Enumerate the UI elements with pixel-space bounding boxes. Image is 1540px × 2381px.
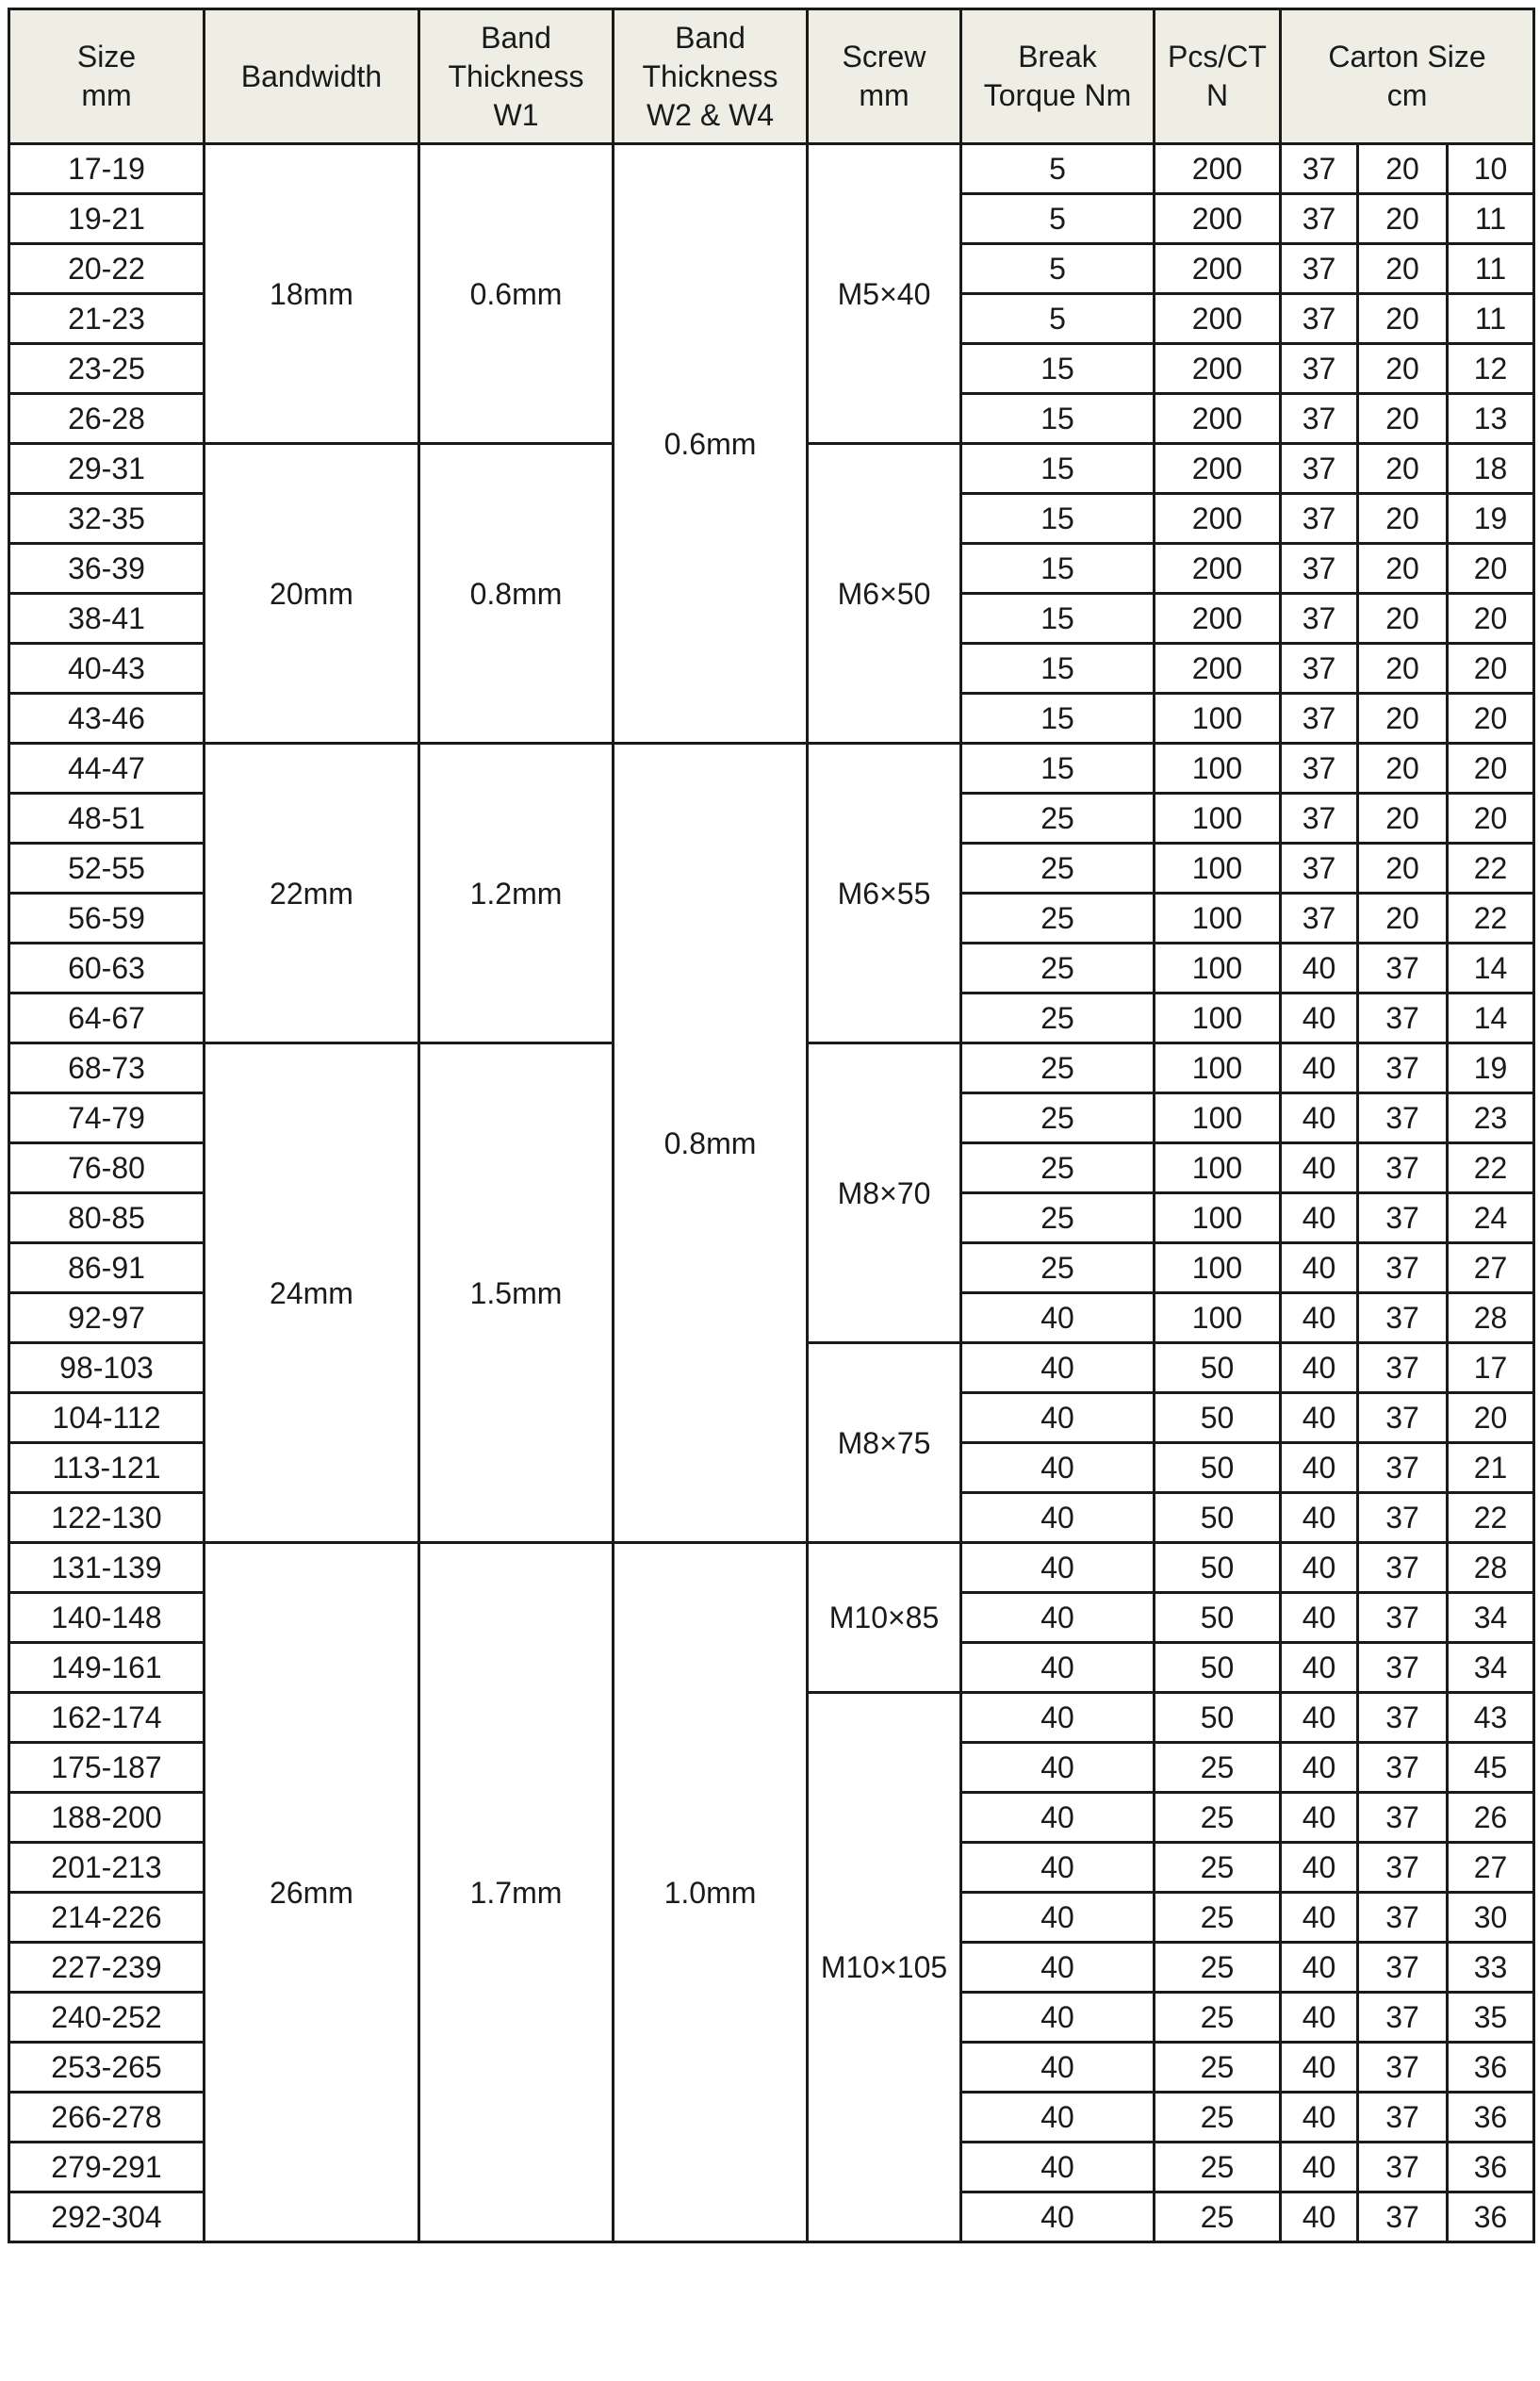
carton-height-cell: 11 — [1448, 194, 1534, 244]
carton-height-cell: 28 — [1448, 1293, 1534, 1343]
pcs-per-carton-cell: 50 — [1155, 1343, 1281, 1393]
break-torque-cell: 40 — [961, 1493, 1155, 1543]
header-break-torque: Break Torque Nm — [961, 9, 1155, 144]
carton-height-cell: 20 — [1448, 544, 1534, 594]
size-cell: 40-43 — [9, 644, 205, 694]
size-cell: 74-79 — [9, 1093, 205, 1143]
size-cell: 175-187 — [9, 1743, 205, 1793]
table-body — [9, 144, 1534, 2242]
pcs-per-carton-cell: 100 — [1155, 894, 1281, 944]
break-torque-cell: 25 — [961, 944, 1155, 993]
size-cell: 26-28 — [9, 394, 205, 444]
pcs-per-carton-cell: 25 — [1155, 1743, 1281, 1793]
carton-width-cell: 20 — [1358, 744, 1448, 794]
size-cell: 19-21 — [9, 194, 205, 244]
size-cell: 23-25 — [9, 344, 205, 394]
carton-width-cell: 37 — [1358, 1843, 1448, 1893]
carton-width-cell: 37 — [1358, 1043, 1448, 1093]
break-torque-cell: 40 — [961, 1643, 1155, 1693]
pcs-per-carton-cell: 100 — [1155, 694, 1281, 744]
bandwidth-cell: 20mm — [205, 444, 419, 744]
pcs-per-carton-cell: 25 — [1155, 1893, 1281, 1943]
carton-length-cell: 37 — [1281, 144, 1358, 194]
table-row — [9, 744, 1534, 794]
pcs-per-carton-cell: 50 — [1155, 1593, 1281, 1643]
pcs-per-carton-cell: 50 — [1155, 1693, 1281, 1743]
carton-height-cell: 20 — [1448, 644, 1534, 694]
break-torque-cell: 15 — [961, 344, 1155, 394]
carton-length-cell: 40 — [1281, 1393, 1358, 1443]
carton-length-cell: 37 — [1281, 344, 1358, 394]
pcs-per-carton-cell: 200 — [1155, 594, 1281, 644]
carton-length-cell: 37 — [1281, 294, 1358, 344]
carton-length-cell: 40 — [1281, 2143, 1358, 2192]
carton-height-cell: 14 — [1448, 993, 1534, 1043]
pcs-per-carton-cell: 100 — [1155, 944, 1281, 993]
carton-width-cell: 37 — [1358, 1093, 1448, 1143]
carton-length-cell: 40 — [1281, 1443, 1358, 1493]
break-torque-cell: 40 — [961, 1993, 1155, 2043]
pcs-per-carton-cell: 25 — [1155, 1993, 1281, 2043]
band-thickness-w1-cell: 1.7mm — [419, 1543, 614, 2242]
carton-height-cell: 26 — [1448, 1793, 1534, 1843]
carton-height-cell: 19 — [1448, 494, 1534, 544]
break-torque-cell: 25 — [961, 993, 1155, 1043]
bandwidth-cell: 18mm — [205, 144, 419, 444]
carton-width-cell: 37 — [1358, 2043, 1448, 2093]
carton-height-cell: 17 — [1448, 1343, 1534, 1393]
carton-height-cell: 23 — [1448, 1093, 1534, 1143]
carton-width-cell: 37 — [1358, 944, 1448, 993]
size-cell: 201-213 — [9, 1843, 205, 1893]
carton-height-cell: 36 — [1448, 2192, 1534, 2242]
carton-height-cell: 45 — [1448, 1743, 1534, 1793]
carton-length-cell: 40 — [1281, 1693, 1358, 1743]
break-torque-cell: 25 — [961, 844, 1155, 894]
carton-length-cell: 40 — [1281, 2043, 1358, 2093]
pcs-per-carton-cell: 25 — [1155, 1793, 1281, 1843]
carton-length-cell: 40 — [1281, 1843, 1358, 1893]
pcs-per-carton-cell: 100 — [1155, 744, 1281, 794]
break-torque-cell: 40 — [961, 1593, 1155, 1643]
carton-height-cell: 19 — [1448, 1043, 1534, 1093]
carton-width-cell: 20 — [1358, 594, 1448, 644]
carton-length-cell: 37 — [1281, 744, 1358, 794]
carton-length-cell: 40 — [1281, 1543, 1358, 1593]
carton-height-cell: 11 — [1448, 294, 1534, 344]
hose-clamp-spec-table — [8, 8, 1535, 2243]
screw-cell: M6×50 — [808, 444, 961, 744]
carton-height-cell: 22 — [1448, 844, 1534, 894]
bandwidth-cell: 22mm — [205, 744, 419, 1043]
carton-width-cell: 37 — [1358, 1193, 1448, 1243]
carton-width-cell: 37 — [1358, 1143, 1448, 1193]
pcs-per-carton-cell: 100 — [1155, 1143, 1281, 1193]
carton-width-cell: 20 — [1358, 894, 1448, 944]
carton-length-cell: 40 — [1281, 1943, 1358, 1993]
carton-height-cell: 33 — [1448, 1943, 1534, 1993]
carton-height-cell: 20 — [1448, 594, 1534, 644]
break-torque-cell: 40 — [961, 1793, 1155, 1843]
pcs-per-carton-cell: 50 — [1155, 1443, 1281, 1493]
carton-height-cell: 22 — [1448, 1493, 1534, 1543]
band-thickness-w1-cell: 0.8mm — [419, 444, 614, 744]
carton-height-cell: 13 — [1448, 394, 1534, 444]
break-torque-cell: 25 — [961, 1043, 1155, 1093]
size-cell: 104-112 — [9, 1393, 205, 1443]
break-torque-cell: 5 — [961, 294, 1155, 344]
pcs-per-carton-cell: 50 — [1155, 1543, 1281, 1593]
carton-width-cell: 37 — [1358, 1893, 1448, 1943]
size-cell: 240-252 — [9, 1993, 205, 2043]
carton-width-cell: 37 — [1358, 993, 1448, 1043]
carton-length-cell: 40 — [1281, 1143, 1358, 1193]
carton-width-cell: 37 — [1358, 2093, 1448, 2143]
size-cell: 76-80 — [9, 1143, 205, 1193]
carton-height-cell: 11 — [1448, 244, 1534, 294]
carton-width-cell: 20 — [1358, 494, 1448, 544]
size-cell: 20-22 — [9, 244, 205, 294]
break-torque-cell: 40 — [961, 1293, 1155, 1343]
break-torque-cell: 5 — [961, 144, 1155, 194]
pcs-per-carton-cell: 100 — [1155, 1093, 1281, 1143]
pcs-per-carton-cell: 100 — [1155, 794, 1281, 844]
carton-width-cell: 37 — [1358, 1343, 1448, 1393]
pcs-per-carton-cell: 100 — [1155, 1293, 1281, 1343]
pcs-per-carton-cell: 50 — [1155, 1493, 1281, 1543]
carton-width-cell: 20 — [1358, 444, 1448, 494]
pcs-per-carton-cell: 50 — [1155, 1643, 1281, 1693]
size-cell: 92-97 — [9, 1293, 205, 1343]
size-cell: 140-148 — [9, 1593, 205, 1643]
break-torque-cell: 40 — [961, 1893, 1155, 1943]
carton-width-cell: 37 — [1358, 1243, 1448, 1293]
carton-height-cell: 20 — [1448, 1393, 1534, 1443]
carton-length-cell: 40 — [1281, 1893, 1358, 1943]
pcs-per-carton-cell: 200 — [1155, 494, 1281, 544]
pcs-per-carton-cell: 100 — [1155, 1243, 1281, 1293]
carton-width-cell: 20 — [1358, 794, 1448, 844]
carton-width-cell: 20 — [1358, 694, 1448, 744]
carton-length-cell: 40 — [1281, 1243, 1358, 1293]
size-cell: 68-73 — [9, 1043, 205, 1093]
carton-length-cell: 40 — [1281, 1643, 1358, 1693]
break-torque-cell: 40 — [961, 2093, 1155, 2143]
carton-length-cell: 37 — [1281, 594, 1358, 644]
carton-length-cell: 37 — [1281, 194, 1358, 244]
header-row — [9, 9, 1534, 144]
size-cell: 38-41 — [9, 594, 205, 644]
carton-width-cell: 37 — [1358, 2143, 1448, 2192]
carton-length-cell: 40 — [1281, 2093, 1358, 2143]
break-torque-cell: 15 — [961, 644, 1155, 694]
carton-height-cell: 34 — [1448, 1643, 1534, 1693]
table-row — [9, 1543, 1534, 1593]
carton-width-cell: 37 — [1358, 2192, 1448, 2242]
size-cell: 279-291 — [9, 2143, 205, 2192]
break-torque-cell: 25 — [961, 794, 1155, 844]
break-torque-cell: 40 — [961, 1543, 1155, 1593]
carton-width-cell: 20 — [1358, 394, 1448, 444]
pcs-per-carton-cell: 25 — [1155, 2043, 1281, 2093]
carton-length-cell: 37 — [1281, 444, 1358, 494]
break-torque-cell: 25 — [961, 1243, 1155, 1293]
pcs-per-carton-cell: 200 — [1155, 194, 1281, 244]
band-thickness-w1-cell: 0.6mm — [419, 144, 614, 444]
header-band-thickness-w2-w4: Band Thickness W2 & W4 — [614, 9, 808, 144]
spec-sheet — [8, 8, 1532, 2373]
carton-length-cell: 40 — [1281, 1743, 1358, 1793]
carton-length-cell: 40 — [1281, 944, 1358, 993]
break-torque-cell: 25 — [961, 1193, 1155, 1243]
size-cell: 131-139 — [9, 1543, 205, 1593]
carton-height-cell: 28 — [1448, 1543, 1534, 1593]
size-cell: 149-161 — [9, 1643, 205, 1693]
size-cell: 52-55 — [9, 844, 205, 894]
size-cell: 266-278 — [9, 2093, 205, 2143]
carton-width-cell: 20 — [1358, 344, 1448, 394]
carton-width-cell: 37 — [1358, 1593, 1448, 1643]
screw-cell: M10×85 — [808, 1543, 961, 1693]
break-torque-cell: 40 — [961, 2192, 1155, 2242]
carton-width-cell: 20 — [1358, 194, 1448, 244]
carton-height-cell: 36 — [1448, 2093, 1534, 2143]
pcs-per-carton-cell: 200 — [1155, 544, 1281, 594]
carton-width-cell: 37 — [1358, 1993, 1448, 2043]
break-torque-cell: 40 — [961, 2043, 1155, 2093]
carton-length-cell: 40 — [1281, 1093, 1358, 1143]
size-cell: 162-174 — [9, 1693, 205, 1743]
break-torque-cell: 15 — [961, 594, 1155, 644]
pcs-per-carton-cell: 200 — [1155, 294, 1281, 344]
carton-length-cell: 40 — [1281, 1293, 1358, 1343]
pcs-per-carton-cell: 100 — [1155, 1193, 1281, 1243]
break-torque-cell: 40 — [961, 1393, 1155, 1443]
pcs-per-carton-cell: 200 — [1155, 444, 1281, 494]
screw-cell: M8×75 — [808, 1343, 961, 1543]
header-pcs-per-carton: Pcs/CT N — [1155, 9, 1281, 144]
pcs-per-carton-cell: 100 — [1155, 993, 1281, 1043]
carton-length-cell: 40 — [1281, 1993, 1358, 2043]
carton-length-cell: 37 — [1281, 844, 1358, 894]
pcs-per-carton-cell: 25 — [1155, 2143, 1281, 2192]
size-cell: 32-35 — [9, 494, 205, 544]
carton-width-cell: 37 — [1358, 1743, 1448, 1793]
carton-width-cell: 37 — [1358, 1293, 1448, 1343]
size-cell: 21-23 — [9, 294, 205, 344]
header-carton-size: Carton Size cm — [1281, 9, 1534, 144]
carton-height-cell: 36 — [1448, 2043, 1534, 2093]
header-band-thickness-w1: Band Thickness W1 — [419, 9, 614, 144]
carton-height-cell: 24 — [1448, 1193, 1534, 1243]
carton-height-cell: 22 — [1448, 894, 1534, 944]
carton-width-cell: 20 — [1358, 844, 1448, 894]
carton-width-cell: 37 — [1358, 1693, 1448, 1743]
carton-length-cell: 40 — [1281, 1593, 1358, 1643]
break-torque-cell: 25 — [961, 1093, 1155, 1143]
pcs-per-carton-cell: 200 — [1155, 344, 1281, 394]
size-cell: 188-200 — [9, 1793, 205, 1843]
pcs-per-carton-cell: 25 — [1155, 1843, 1281, 1893]
size-cell: 43-46 — [9, 694, 205, 744]
carton-height-cell: 10 — [1448, 144, 1534, 194]
screw-cell: M10×105 — [808, 1693, 961, 2242]
break-torque-cell: 25 — [961, 894, 1155, 944]
carton-height-cell: 20 — [1448, 744, 1534, 794]
table-row — [9, 144, 1534, 194]
bandwidth-cell: 24mm — [205, 1043, 419, 1543]
band-thickness-w1-cell: 1.2mm — [419, 744, 614, 1043]
carton-height-cell: 36 — [1448, 2143, 1534, 2192]
carton-width-cell: 37 — [1358, 1443, 1448, 1493]
carton-length-cell: 40 — [1281, 1193, 1358, 1243]
size-cell: 48-51 — [9, 794, 205, 844]
break-torque-cell: 5 — [961, 194, 1155, 244]
carton-width-cell: 20 — [1358, 294, 1448, 344]
size-cell: 292-304 — [9, 2192, 205, 2242]
carton-height-cell: 18 — [1448, 444, 1534, 494]
break-torque-cell: 15 — [961, 744, 1155, 794]
header-bandwidth: Bandwidth — [205, 9, 419, 144]
pcs-per-carton-cell: 200 — [1155, 144, 1281, 194]
carton-height-cell: 20 — [1448, 794, 1534, 844]
carton-height-cell: 43 — [1448, 1693, 1534, 1743]
carton-height-cell: 35 — [1448, 1993, 1534, 2043]
size-cell: 214-226 — [9, 1893, 205, 1943]
carton-length-cell: 37 — [1281, 544, 1358, 594]
carton-width-cell: 20 — [1358, 244, 1448, 294]
screw-cell: M8×70 — [808, 1043, 961, 1343]
break-torque-cell: 40 — [961, 1443, 1155, 1493]
size-cell: 29-31 — [9, 444, 205, 494]
carton-height-cell: 22 — [1448, 1143, 1534, 1193]
break-torque-cell: 40 — [961, 1743, 1155, 1793]
carton-length-cell: 37 — [1281, 394, 1358, 444]
size-cell: 227-239 — [9, 1943, 205, 1993]
carton-width-cell: 37 — [1358, 1543, 1448, 1593]
carton-length-cell: 40 — [1281, 1043, 1358, 1093]
carton-length-cell: 37 — [1281, 244, 1358, 294]
carton-height-cell: 21 — [1448, 1443, 1534, 1493]
size-cell: 64-67 — [9, 993, 205, 1043]
header-screw: Screw mm — [808, 9, 961, 144]
size-cell: 36-39 — [9, 544, 205, 594]
carton-height-cell: 27 — [1448, 1243, 1534, 1293]
carton-height-cell: 27 — [1448, 1843, 1534, 1893]
carton-length-cell: 37 — [1281, 794, 1358, 844]
carton-width-cell: 37 — [1358, 1393, 1448, 1443]
break-torque-cell: 15 — [961, 544, 1155, 594]
carton-width-cell: 37 — [1358, 1493, 1448, 1543]
pcs-per-carton-cell: 100 — [1155, 1043, 1281, 1093]
pcs-per-carton-cell: 200 — [1155, 394, 1281, 444]
size-cell: 56-59 — [9, 894, 205, 944]
carton-width-cell: 37 — [1358, 1643, 1448, 1693]
carton-height-cell: 14 — [1448, 944, 1534, 993]
carton-length-cell: 40 — [1281, 1343, 1358, 1393]
screw-cell: M6×55 — [808, 744, 961, 1043]
break-torque-cell: 25 — [961, 1143, 1155, 1193]
pcs-per-carton-cell: 25 — [1155, 2093, 1281, 2143]
size-cell: 80-85 — [9, 1193, 205, 1243]
break-torque-cell: 15 — [961, 694, 1155, 744]
size-cell: 253-265 — [9, 2043, 205, 2093]
carton-width-cell: 20 — [1358, 644, 1448, 694]
break-torque-cell: 15 — [961, 444, 1155, 494]
pcs-per-carton-cell: 25 — [1155, 1943, 1281, 1993]
break-torque-cell: 15 — [961, 394, 1155, 444]
carton-length-cell: 37 — [1281, 494, 1358, 544]
size-cell: 60-63 — [9, 944, 205, 993]
size-cell: 17-19 — [9, 144, 205, 194]
break-torque-cell: 15 — [961, 494, 1155, 544]
carton-height-cell: 30 — [1448, 1893, 1534, 1943]
break-torque-cell: 40 — [961, 2143, 1155, 2192]
carton-height-cell: 20 — [1448, 694, 1534, 744]
break-torque-cell: 40 — [961, 1693, 1155, 1743]
carton-length-cell: 40 — [1281, 2192, 1358, 2242]
break-torque-cell: 40 — [961, 1943, 1155, 1993]
carton-length-cell: 37 — [1281, 694, 1358, 744]
carton-height-cell: 12 — [1448, 344, 1534, 394]
break-torque-cell: 40 — [961, 1843, 1155, 1893]
carton-height-cell: 34 — [1448, 1593, 1534, 1643]
pcs-per-carton-cell: 50 — [1155, 1393, 1281, 1443]
carton-width-cell: 20 — [1358, 144, 1448, 194]
carton-width-cell: 37 — [1358, 1793, 1448, 1843]
band-thickness-w1-cell: 1.5mm — [419, 1043, 614, 1543]
screw-cell: M5×40 — [808, 144, 961, 444]
carton-length-cell: 40 — [1281, 1793, 1358, 1843]
size-cell: 122-130 — [9, 1493, 205, 1543]
bandwidth-cell: 26mm — [205, 1543, 419, 2242]
carton-length-cell: 40 — [1281, 1493, 1358, 1543]
pcs-per-carton-cell: 100 — [1155, 844, 1281, 894]
carton-width-cell: 20 — [1358, 544, 1448, 594]
size-cell: 86-91 — [9, 1243, 205, 1293]
band-thickness-w2-w4-cell: 0.8mm — [614, 744, 808, 1543]
size-cell: 44-47 — [9, 744, 205, 794]
break-torque-cell: 40 — [961, 1343, 1155, 1393]
size-cell: 113-121 — [9, 1443, 205, 1493]
carton-length-cell: 40 — [1281, 993, 1358, 1043]
band-thickness-w2-w4-cell: 0.6mm — [614, 144, 808, 744]
carton-length-cell: 37 — [1281, 894, 1358, 944]
pcs-per-carton-cell: 200 — [1155, 244, 1281, 294]
break-torque-cell: 5 — [961, 244, 1155, 294]
carton-length-cell: 37 — [1281, 644, 1358, 694]
header-size: Size mm — [9, 9, 205, 144]
band-thickness-w2-w4-cell: 1.0mm — [614, 1543, 808, 2242]
pcs-per-carton-cell: 25 — [1155, 2192, 1281, 2242]
carton-width-cell: 37 — [1358, 1943, 1448, 1993]
size-cell: 98-103 — [9, 1343, 205, 1393]
pcs-per-carton-cell: 200 — [1155, 644, 1281, 694]
